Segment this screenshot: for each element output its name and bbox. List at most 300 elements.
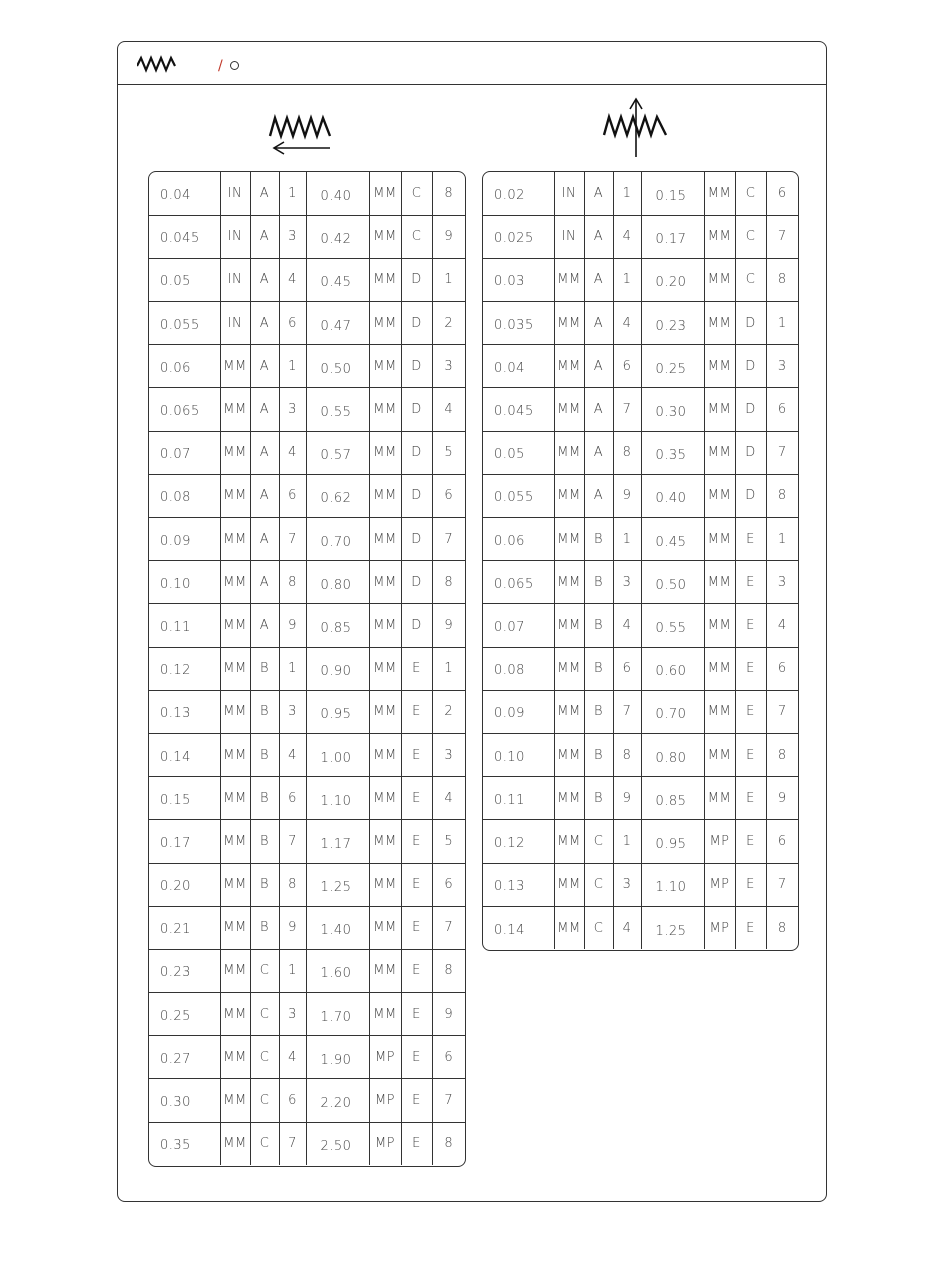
left-table-cell-unit-2: MM [369,302,401,345]
right-table-cell-digit: 3 [613,863,641,906]
left-table-cell-digit: 7 [279,1122,306,1165]
right-table-cell-digit: 8 [613,431,641,474]
left-table-cell-digit-2: 4 [432,388,465,431]
right-table-cell-letter: A [584,345,613,388]
right-table-cell-digit-2: 7 [766,431,798,474]
left-table-cell-unit: IN [220,258,250,301]
left-table-cell-value-2: 0.45 [306,258,369,301]
right-table-cell-letter-2: C [735,258,766,301]
left-table-cell-value-2: 0.62 [306,474,369,517]
right-table-cell-value-2: 0.80 [641,733,704,776]
left-table-cell-unit: MM [220,777,250,820]
left-table-row [149,561,465,604]
right-table-cell-unit: MM [554,906,584,949]
right-table-cell-value: 0.065 [483,561,554,604]
right-table-row [483,345,798,388]
right-table-cell-unit-2: MM [704,388,735,431]
left-table-cell-digit: 3 [279,388,306,431]
left-table-cell-value: 0.065 [149,388,220,431]
left-table-cell-unit-2: MM [369,777,401,820]
left-table-cell-value-2: 1.70 [306,993,369,1036]
right-table-cell-letter: B [584,561,613,604]
right-table-cell-letter-2: D [735,431,766,474]
right-table-row [483,604,798,647]
left-table-cell-letter-2: D [401,604,432,647]
right-table-cell-digit: 7 [613,388,641,431]
left-table-row [149,647,465,690]
right-table-cell-letter: A [584,431,613,474]
left-table-cell-digit: 1 [279,647,306,690]
left-table-cell-digit: 6 [279,302,306,345]
left-table-cell-value-2: 0.95 [306,690,369,733]
left-table-row [149,863,465,906]
right-table-cell-unit: MM [554,820,584,863]
right-table-cell-letter: C [584,906,613,949]
left-table-cell-digit: 6 [279,1079,306,1122]
right-table-cell-letter: A [584,258,613,301]
right-table-row [483,647,798,690]
left-table-row [149,431,465,474]
left-table-cell-letter-2: E [401,1036,432,1079]
right-table-cell-letter: A [584,215,613,258]
left-table-cell-value-2: 1.60 [306,949,369,992]
left-table-cell-letter: B [250,820,279,863]
left-table-row [149,388,465,431]
right-table-cell-letter-2: C [735,172,766,215]
right-table-cell-unit: MM [554,431,584,474]
left-table-cell-unit: MM [220,906,250,949]
right-table-row [483,733,798,776]
right-table-cell-value-2: 0.17 [641,215,704,258]
right-table-row [483,518,798,561]
left-table-cell-digit: 3 [279,993,306,1036]
left-table-cell-letter-2: E [401,993,432,1036]
left-table-cell-value-2: 0.70 [306,518,369,561]
left-table-cell-digit: 4 [279,1036,306,1079]
left-table-cell-digit: 4 [279,733,306,776]
right-table-cell-digit: 3 [613,561,641,604]
left-table-row [149,777,465,820]
left-table-cell-digit-2: 3 [432,733,465,776]
right-table-cell-letter: B [584,647,613,690]
left-table-cell-value-2: 1.25 [306,863,369,906]
right-table-cell-digit: 1 [613,820,641,863]
right-table-cell-digit: 4 [613,604,641,647]
right-table-cell-unit-2: MM [704,258,735,301]
left-table-row [149,518,465,561]
left-table-cell-value: 0.055 [149,302,220,345]
left-table-cell-digit-2: 6 [432,863,465,906]
left-table-cell-unit-2: MP [369,1122,401,1165]
right-table-cell-letter-2: D [735,388,766,431]
left-table-cell-unit: MM [220,690,250,733]
right-table-cell-unit-2: MM [704,474,735,517]
right-table-cell-unit-2: MM [704,215,735,258]
right-table-cell-value: 0.14 [483,906,554,949]
left-table-cell-digit-2: 9 [432,215,465,258]
right-table-cell-value: 0.055 [483,474,554,517]
left-table-cell-letter: A [250,561,279,604]
left-table-cell-value-2: 1.90 [306,1036,369,1079]
right-table-cell-digit: 6 [613,647,641,690]
left-table-cell-value: 0.07 [149,431,220,474]
right-table-cell-unit: MM [554,733,584,776]
left-table-cell-digit: 4 [279,431,306,474]
left-table-cell-letter: B [250,906,279,949]
right-table-cell-unit-2: MP [704,820,735,863]
left-table-row [149,733,465,776]
right-table-cell-letter: B [584,518,613,561]
right-table-cell-digit-2: 7 [766,215,798,258]
left-table-cell-value: 0.12 [149,647,220,690]
left-table-cell-unit-2: MP [369,1079,401,1122]
left-table-row [149,604,465,647]
left-table-cell-digit: 1 [279,345,306,388]
left-table-cell-value-2: 2.20 [306,1079,369,1122]
right-table-cell-value-2: 0.23 [641,302,704,345]
left-table-cell-letter: C [250,1122,279,1165]
left-table-row [149,474,465,517]
left-table-cell-digit-2: 2 [432,690,465,733]
right-table-cell-value: 0.07 [483,604,554,647]
left-table-row [149,949,465,992]
right-table-cell-letter-2: E [735,733,766,776]
left-table-cell-unit-2: MM [369,993,401,1036]
right-table-cell-unit: MM [554,863,584,906]
left-table-cell-value-2: 0.47 [306,302,369,345]
left-table-cell-letter: A [250,474,279,517]
left-table-cell-unit: MM [220,733,250,776]
right-table-cell-value-2: 0.20 [641,258,704,301]
left-table-cell-digit-2: 1 [432,258,465,301]
right-table-row [483,863,798,906]
right-table-cell-digit: 6 [613,345,641,388]
left-table-row [149,345,465,388]
left-table-cell-letter-2: D [401,474,432,517]
left-table-cell-letter: A [250,258,279,301]
left-table-cell-letter: C [250,1036,279,1079]
right-table-cell-letter-2: E [735,777,766,820]
right-table-row [483,690,798,733]
left-table-cell-value-2: 0.85 [306,604,369,647]
right-table-cell-letter-2: D [735,345,766,388]
left-table-cell-letter-2: C [401,215,432,258]
left-table-cell-digit: 6 [279,777,306,820]
right-table-cell-digit-2: 6 [766,172,798,215]
left-table-cell-digit-2: 8 [432,561,465,604]
left-table-cell-digit-2: 8 [432,172,465,215]
right-table-cell-digit: 4 [613,215,641,258]
left-table-cell-letter-2: D [401,302,432,345]
right-table-cell-letter: B [584,604,613,647]
left-table-cell-digit-2: 8 [432,949,465,992]
left-table-cell-letter-2: D [401,518,432,561]
left-table-cell-letter-2: E [401,733,432,776]
right-table-cell-digit-2: 8 [766,258,798,301]
left-table-cell-letter: A [250,302,279,345]
left-table-cell-value: 0.30 [149,1079,220,1122]
right-table-cell-digit-2: 4 [766,604,798,647]
left-table-cell-letter-2: E [401,1079,432,1122]
right-table-cell-value: 0.10 [483,733,554,776]
right-table-cell-value-2: 0.95 [641,820,704,863]
left-table-cell-value: 0.35 [149,1122,220,1165]
right-table-cell-unit: MM [554,518,584,561]
left-table-cell-unit-2: MM [369,690,401,733]
right-table-cell-unit: IN [554,215,584,258]
left-table-cell-unit: MM [220,431,250,474]
right-table-cell-value: 0.06 [483,518,554,561]
left-table-cell-letter-2: D [401,258,432,301]
right-table-cell-value-2: 0.85 [641,777,704,820]
right-table-cell-digit-2: 7 [766,863,798,906]
left-table-cell-letter: A [250,345,279,388]
left-table-cell-unit-2: MM [369,949,401,992]
right-table-cell-value: 0.03 [483,258,554,301]
left-table-cell-letter: B [250,647,279,690]
right-table-cell-value: 0.12 [483,820,554,863]
right-table-cell-unit: MM [554,604,584,647]
right-table-cell-value: 0.11 [483,777,554,820]
right-table-cell-letter: C [584,820,613,863]
left-table-cell-value: 0.14 [149,733,220,776]
right-table-cell-letter-2: E [735,647,766,690]
right-table-cell-unit-2: MM [704,733,735,776]
right-table-cell-letter-2: E [735,518,766,561]
right-table-cell-value: 0.04 [483,345,554,388]
right-table-cell-digit: 1 [613,258,641,301]
right-table-cell-unit-2: MP [704,863,735,906]
left-table-row [149,820,465,863]
left-table-cell-value: 0.20 [149,863,220,906]
left-table-cell-digit-2: 7 [432,906,465,949]
left-table-cell-digit: 3 [279,690,306,733]
right-table-cell-unit-2: MM [704,302,735,345]
right-table-cell-unit-2: MP [704,906,735,949]
left-table-cell-digit-2: 5 [432,431,465,474]
header-divider [117,84,827,85]
left-table-row [149,1122,465,1165]
right-table-cell-unit-2: MM [704,604,735,647]
right-table-cell-unit: MM [554,561,584,604]
left-table-cell-value: 0.04 [149,172,220,215]
right-table-cell-letter-2: E [735,863,766,906]
right-table-cell-digit-2: 6 [766,388,798,431]
left-table-cell-letter: A [250,431,279,474]
right-table-cell-letter: B [584,690,613,733]
right-table-cell-letter-2: E [735,604,766,647]
left-table-cell-digit-2: 7 [432,518,465,561]
left-table-cell-letter-2: D [401,388,432,431]
left-table-cell-value: 0.11 [149,604,220,647]
left-table-cell-letter: B [250,863,279,906]
left-table-cell-unit: MM [220,1122,250,1165]
left-table-cell-unit: MM [220,1079,250,1122]
left-table-cell-value: 0.13 [149,690,220,733]
right-table-cell-value-2: 0.30 [641,388,704,431]
right-table-cell-unit: MM [554,345,584,388]
right-table-cell-value: 0.02 [483,172,554,215]
left-table-cell-letter-2: E [401,863,432,906]
left-table-cell-letter-2: E [401,949,432,992]
resistor-zigzag-icon [137,55,177,73]
right-table-cell-letter-2: E [735,561,766,604]
left-table-cell-digit-2: 6 [432,1036,465,1079]
left-table-cell-digit-2: 7 [432,1079,465,1122]
right-table-cell-digit-2: 8 [766,474,798,517]
left-table-cell-value-2: 2.50 [306,1122,369,1165]
right-table-cell-value-2: 0.25 [641,345,704,388]
right-table-cell-unit: MM [554,388,584,431]
left-table-cell-unit-2: MM [369,388,401,431]
right-table-cell-digit-2: 6 [766,820,798,863]
left-table-cell-unit-2: MM [369,172,401,215]
left-table-cell-value: 0.06 [149,345,220,388]
right-table-cell-value: 0.09 [483,690,554,733]
right-table-cell-unit-2: MM [704,518,735,561]
left-table-cell-unit-2: MM [369,604,401,647]
right-table-cell-value-2: 0.70 [641,690,704,733]
left-table-cell-value-2: 0.40 [306,172,369,215]
left-table-cell-letter-2: E [401,647,432,690]
right-table-cell-unit: MM [554,647,584,690]
right-table-cell-digit: 9 [613,474,641,517]
left-table-cell-value: 0.09 [149,518,220,561]
right-table-row [483,215,798,258]
left-table-cell-value: 0.23 [149,949,220,992]
left-table-cell-letter: B [250,690,279,733]
left-table-row [149,258,465,301]
right-table-cell-unit-2: MM [704,345,735,388]
left-table-cell-digit-2: 8 [432,1122,465,1165]
right-table-cell-value-2: 0.15 [641,172,704,215]
circle-icon [230,61,239,70]
left-table-cell-digit: 7 [279,518,306,561]
left-table-cell-unit: MM [220,1036,250,1079]
left-table-row [149,993,465,1036]
right-table-cell-unit: MM [554,302,584,345]
left-table-cell-unit-2: MM [369,647,401,690]
left-table-cell-digit-2: 9 [432,604,465,647]
right-table-cell-digit-2: 7 [766,690,798,733]
left-table-cell-letter-2: E [401,690,432,733]
variable-resistor-arrow-up-icon [600,95,672,159]
right-table-cell-letter-2: D [735,474,766,517]
left-value-table [148,171,466,1167]
left-table-cell-digit: 9 [279,906,306,949]
right-value-table [482,171,799,951]
left-table-cell-digit: 1 [279,949,306,992]
right-table-cell-letter-2: E [735,690,766,733]
left-table-cell-digit: 6 [279,474,306,517]
left-table-cell-letter: B [250,777,279,820]
right-table-cell-digit-2: 1 [766,518,798,561]
left-table-cell-unit: MM [220,345,250,388]
left-table-cell-unit-2: MM [369,518,401,561]
left-table-cell-unit: IN [220,302,250,345]
left-table-cell-unit-2: MM [369,863,401,906]
right-table-cell-digit-2: 1 [766,302,798,345]
left-table-cell-value: 0.21 [149,906,220,949]
left-table-cell-letter: C [250,993,279,1036]
right-table-cell-value-2: 0.40 [641,474,704,517]
left-table-row [149,1036,465,1079]
right-table-cell-value: 0.045 [483,388,554,431]
left-table-cell-letter-2: C [401,172,432,215]
left-table-cell-unit-2: MM [369,431,401,474]
left-table-cell-unit: MM [220,820,250,863]
left-table-cell-value: 0.08 [149,474,220,517]
right-table-cell-unit-2: MM [704,431,735,474]
left-table-cell-unit: MM [220,518,250,561]
left-table-cell-digit-2: 4 [432,777,465,820]
right-table-cell-unit: MM [554,474,584,517]
left-table-row [149,215,465,258]
left-table-cell-letter-2: D [401,431,432,474]
right-table-cell-digit: 1 [613,172,641,215]
left-table-cell-unit-2: MM [369,733,401,776]
right-table-cell-value-2: 1.10 [641,863,704,906]
left-table-cell-unit-2: MP [369,1036,401,1079]
left-table-cell-letter: C [250,1079,279,1122]
left-table-cell-digit: 1 [279,172,306,215]
left-table-cell-digit-2: 1 [432,647,465,690]
right-table-cell-digit-2: 8 [766,906,798,949]
left-table-cell-value: 0.15 [149,777,220,820]
right-table-cell-digit: 7 [613,690,641,733]
left-table-cell-digit-2: 6 [432,474,465,517]
left-table-cell-unit: MM [220,561,250,604]
left-table-cell-value-2: 0.50 [306,345,369,388]
right-table-cell-letter-2: E [735,906,766,949]
right-table-cell-letter: A [584,388,613,431]
left-table-cell-value: 0.05 [149,258,220,301]
left-table-cell-unit-2: MM [369,345,401,388]
right-table-cell-letter: C [584,863,613,906]
left-table-cell-value-2: 0.80 [306,561,369,604]
left-table-cell-digit-2: 2 [432,302,465,345]
left-table-cell-value-2: 1.10 [306,777,369,820]
right-table-cell-unit-2: MM [704,561,735,604]
right-table-cell-value-2: 0.60 [641,647,704,690]
right-table-cell-letter: B [584,777,613,820]
left-table-cell-letter: A [250,215,279,258]
left-table-cell-value-2: 1.00 [306,733,369,776]
right-table-cell-value-2: 0.50 [641,561,704,604]
fixed-resistor-arrow-left-icon [266,110,336,156]
right-table-cell-unit-2: MM [704,690,735,733]
right-table-cell-digit: 4 [613,302,641,345]
right-table-row [483,777,798,820]
right-table-cell-letter: A [584,172,613,215]
left-table-cell-letter: A [250,388,279,431]
left-table-row [149,1079,465,1122]
right-table-cell-unit-2: MM [704,647,735,690]
right-table-cell-value-2: 0.35 [641,431,704,474]
right-table-row [483,302,798,345]
right-table-cell-letter-2: C [735,215,766,258]
right-table-cell-digit-2: 3 [766,345,798,388]
left-table-cell-letter-2: E [401,777,432,820]
left-table-cell-value: 0.045 [149,215,220,258]
right-table-cell-value: 0.025 [483,215,554,258]
left-table-cell-value: 0.25 [149,993,220,1036]
left-table-row [149,690,465,733]
right-table-cell-digit: 9 [613,777,641,820]
right-table-row [483,431,798,474]
left-table-cell-unit: MM [220,863,250,906]
right-table-cell-unit: MM [554,258,584,301]
